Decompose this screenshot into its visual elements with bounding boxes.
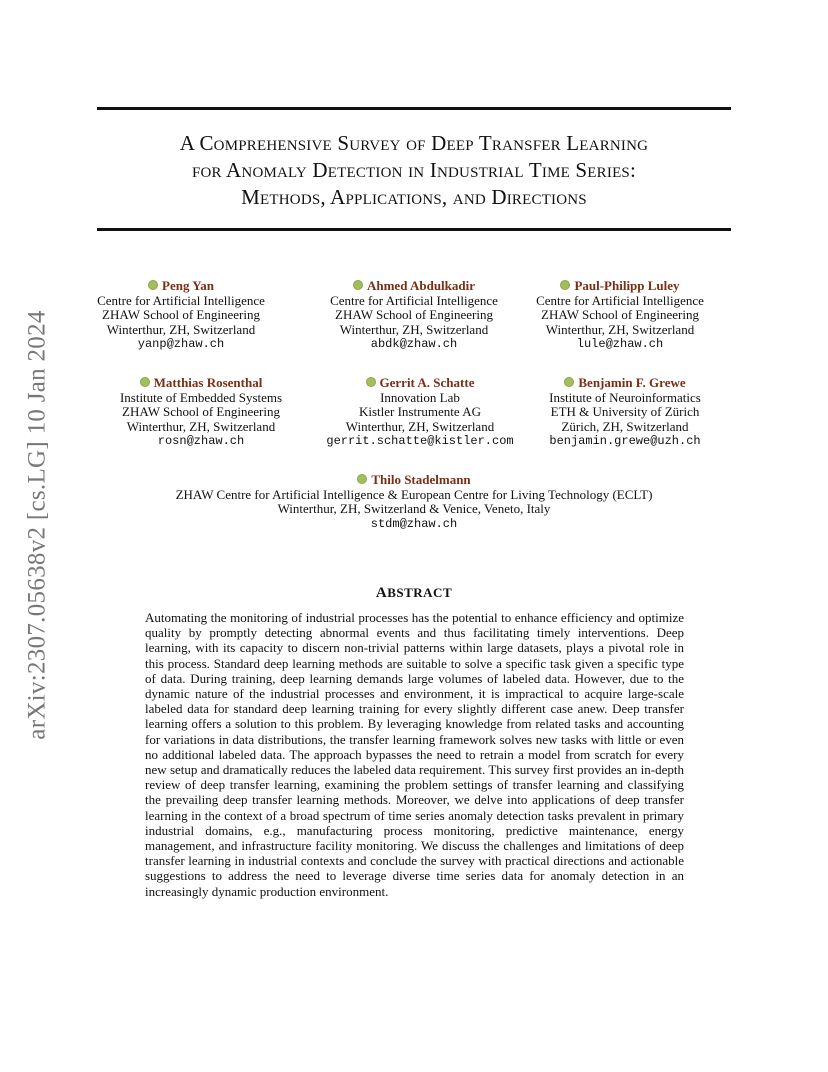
abstract-heading-initial: A xyxy=(375,585,388,601)
author-affiliation: Centre for Artificial Intelligence xyxy=(330,292,498,308)
author-block xyxy=(61,279,301,352)
author-affiliation: ZHAW Centre for Artificial Intelligence & European Centre for Living Technology (ECLT) xyxy=(175,486,653,502)
author-affiliation: Winterthur, ZH, Switzerland xyxy=(126,418,276,434)
author-affiliation: Winterthur, ZH, Switzerland xyxy=(345,418,495,434)
author-affiliation: ZHAW School of Engineering xyxy=(335,307,493,323)
author-affiliation: Winterthur, ZH, Switzerland xyxy=(545,321,695,337)
author-affiliation: Winterthur, ZH, Switzerland & Venice, Veneto, Italy xyxy=(277,501,551,517)
abstract-body: Automating the monitoring of industrial processes has the potential to enhance efficiency and optimize quality by promptly detecting abnormal events and thus facilitating timely interventions. Deep learning, with its capacity to discern non-trivial patterns within large datasets, plays a pivotal role in this process. Standard deep learning methods are suitable to solve a specific task given a specific type of data. During training, deep learning demands large volumes of labeled data. However, due to the dynamic nature of the industrial processes and environment, it is impractical to acquire large-scale labeled data for standard deep learning training for every slightly different case anew. Deep transfer learning offers a solution to this problem. By leveraging knowledge from related tasks and accounting for variations in data distributions, the transfer learning framework solves new tasks with little or even no additional labeled data. The approach bypasses the need to retrain a model from scratch for every new setup and dramatically reduces the labeled data requirement. This survey first provides an in-depth review of deep transfer learning, examining the problem settings of transfer learning and classifying the prevailing deep transfer learning methods. Moreover, we delve into applications of deep transfer learning in the context of a broad spectrum of time series anomaly detection tasks prevalent in primary industrial domains, e.g., manufacturing process monitoring, predictive maintenance, energy management, and infrastructure facility monitoring. We discuss the challenges and limitations of deep transfer learning in industrial contexts and conclude the survey with practical directions and actionable suggestions to address the need to leverage diverse time series data for anomaly detection in an increasingly dynamic production environment. xyxy=(145,610,684,899)
author-affiliation: Kistler Instrumente AG xyxy=(358,404,482,420)
author-affiliation: Centre for Artificial Intelligence xyxy=(97,292,265,308)
title-line-3: Methods, Applications, and Directions xyxy=(241,185,587,209)
paper-title xyxy=(97,130,731,211)
orcid-icon[interactable] xyxy=(140,377,150,387)
author-affiliation: ZHAW School of Engineering xyxy=(122,404,280,420)
orcid-icon[interactable] xyxy=(564,377,574,387)
orcid-icon[interactable] xyxy=(357,474,367,484)
orcid-icon[interactable] xyxy=(366,377,376,387)
author-affiliation: ETH & University of Zürich xyxy=(550,404,700,420)
orcid-icon[interactable] xyxy=(560,280,570,290)
author-block xyxy=(294,279,534,352)
arxiv-identifier: arXiv:2307.05638v2 [cs.LG] 10 Jan 2024 xyxy=(24,310,51,740)
author-name-link[interactable]: Paul-Philipp Luley xyxy=(500,279,740,294)
title-line-1: A Comprehensive Survey of Deep Transfer Learning xyxy=(179,131,649,155)
author-name-link[interactable]: Peng Yan xyxy=(61,279,301,294)
author-block xyxy=(81,376,321,449)
title-line-2: for Anomaly Detection in Industrial Time Series: xyxy=(191,158,637,182)
abstract-heading xyxy=(97,585,731,602)
author-name-link[interactable]: Matthias Rosenthal xyxy=(81,376,321,391)
author-affiliation: Centre for Artificial Intelligence xyxy=(536,292,704,308)
author-email[interactable]: benjamin.grewe@uzh.ch xyxy=(549,434,701,449)
author-email[interactable]: abdk@zhaw.ch xyxy=(370,337,458,352)
orcid-icon[interactable] xyxy=(353,280,363,290)
bottom-rule xyxy=(97,228,731,231)
author-block xyxy=(114,473,714,531)
author-affiliation: Winterthur, ZH, Switzerland xyxy=(106,321,256,337)
author-affiliation: Winterthur, ZH, Switzerland xyxy=(339,321,489,337)
author-affiliation: Institute of Embedded Systems xyxy=(119,389,283,405)
author-affiliation: Zürich, ZH, Switzerland xyxy=(561,418,689,434)
author-email[interactable]: rosn@zhaw.ch xyxy=(157,434,245,449)
author-email[interactable]: gerrit.schatte@kistler.com xyxy=(326,434,514,449)
author-email[interactable]: stdm@zhaw.ch xyxy=(370,516,458,531)
author-name-link[interactable]: Ahmed Abdulkadir xyxy=(294,279,534,294)
author-email[interactable]: yanp@zhaw.ch xyxy=(137,337,225,352)
abstract-heading-rest: BSTRACT xyxy=(387,585,453,600)
author-name-link[interactable]: Gerrit A. Schatte xyxy=(300,376,540,391)
author-name-link[interactable]: Benjamin F. Grewe xyxy=(505,376,745,391)
author-affiliation: Institute of Neuroinformatics xyxy=(549,389,701,405)
author-block xyxy=(505,376,745,449)
author-affiliation: ZHAW School of Engineering xyxy=(102,307,260,323)
author-block xyxy=(500,279,740,352)
author-name-link[interactable]: Thilo Stadelmann xyxy=(114,473,714,488)
arxiv-sidebar xyxy=(20,290,56,760)
author-affiliation: ZHAW School of Engineering xyxy=(541,307,699,323)
author-affiliation: Innovation Lab xyxy=(380,389,460,405)
orcid-icon[interactable] xyxy=(148,280,158,290)
author-block xyxy=(300,376,540,449)
author-email[interactable]: lule@zhaw.ch xyxy=(576,337,664,352)
top-rule xyxy=(97,107,731,110)
